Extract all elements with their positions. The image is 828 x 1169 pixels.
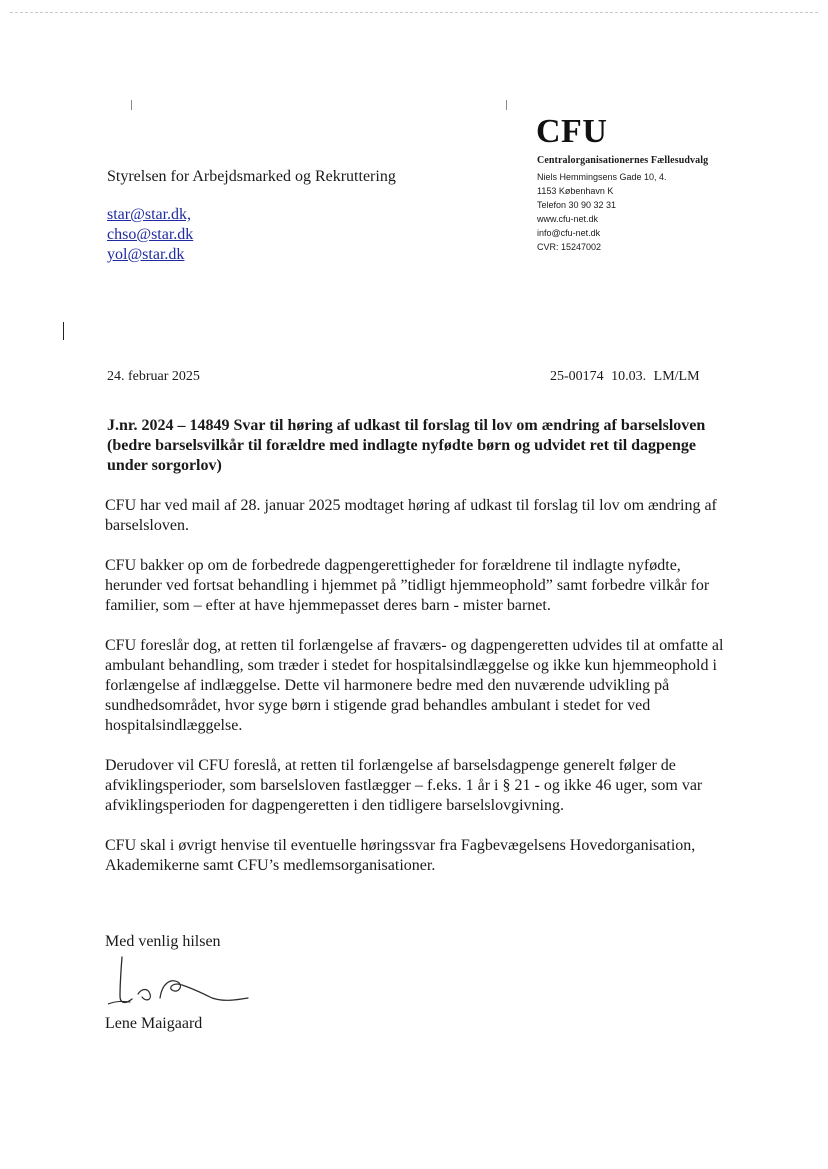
letter-date: 24. februar 2025 — [107, 369, 200, 384]
recipient-name: Styrelsen for Arbejdsmarked og Rekruttering — [107, 168, 396, 185]
scan-top-border — [10, 12, 818, 13]
sender-logo: CFU — [536, 113, 608, 150]
letter-closing: Med venlig hilsen — [105, 933, 221, 950]
sender-contact-block — [537, 170, 667, 254]
body-paragraph: CFU bakker op om de forbedrede dagpengerettigheder for forældrene til indlagte nyfødte, herunder ved fortsat behandling i hjemmet på ”tidligt hjemmeophold” samt forbedre vilkår for familier, som – efter at have hjemmepasset deres barn - mister barnet. — [105, 557, 710, 614]
handwritten-signature — [108, 952, 258, 1014]
sender-address-line1: Niels Hemmingsens Gade 10, 4. — [537, 172, 667, 182]
email-link-chso[interactable]: chso@star.dk — [107, 226, 194, 243]
sender-cvr: CVR: 15247002 — [537, 242, 602, 252]
sender-address-line2: 1153 København K — [537, 186, 614, 196]
email-link-yol[interactable]: yol@star.dk — [107, 246, 185, 263]
fold-mark — [63, 322, 64, 340]
letter-subject: J.nr. 2024 – 14849 Svar til høring af udkast til forslag til lov om ændring af barselsloven (bedre barselsvilkår til forældre med indlagte nyfødte børn og udvidet ret til dagpenge under sorgorlov) — [107, 417, 706, 474]
scan-mark — [131, 100, 132, 110]
body-paragraph: CFU skal i øvrigt henvise til eventuelle høringssvar fra Fagbevægelsens Hovedorganisation, Akademikerne samt CFU’s medlemsorganisationer. — [105, 837, 696, 874]
recipient-emails — [107, 205, 193, 265]
body-paragraph: CFU foreslår dog, at retten til forlængelse af fraværs- og dagpengeretten udvides til at omfatte al ambulant behandling, som træder i stedet for hospitalsindlæggelse og ikke kun hjemmeophold i forlængelse af indlæggelse. Dette vil harmonere bedre med den nuværende udvikling på sundhedsområdet, hvor syge børn i stigende grad behandles ambulant i stedet for ved hospitalsindlæggelse. — [105, 637, 724, 734]
sender-website: www.cfu-net.dk — [537, 214, 599, 224]
sender-phone: Telefon 30 90 32 31 — [537, 200, 617, 210]
letter-reference: 25-00174 10.03. LM/LM — [550, 369, 700, 384]
sender-name: Centralorganisationernes Fællesudvalg — [537, 155, 709, 166]
email-link-star[interactable]: star@star.dk, — [107, 206, 192, 223]
letter-body — [105, 496, 731, 896]
body-paragraph: CFU har ved mail af 28. januar 2025 modtaget høring af udkast til forslag til lov om ændring af barselsloven. — [105, 497, 717, 534]
body-paragraph: Derudover vil CFU foreslå, at retten til forlængelse af barselsdagpenge generelt følger de afviklingsperioder, som barselsloven fastlægger – f.eks. 1 år i § 21 - og ikke 46 uger, som var afviklingsperioden for dagpengeretten i den tidligere barselslovgivning. — [105, 757, 703, 814]
signer-name: Lene Maigaard — [105, 1015, 203, 1032]
sender-email: info@cfu-net.dk — [537, 228, 601, 238]
scan-mark — [506, 100, 507, 110]
